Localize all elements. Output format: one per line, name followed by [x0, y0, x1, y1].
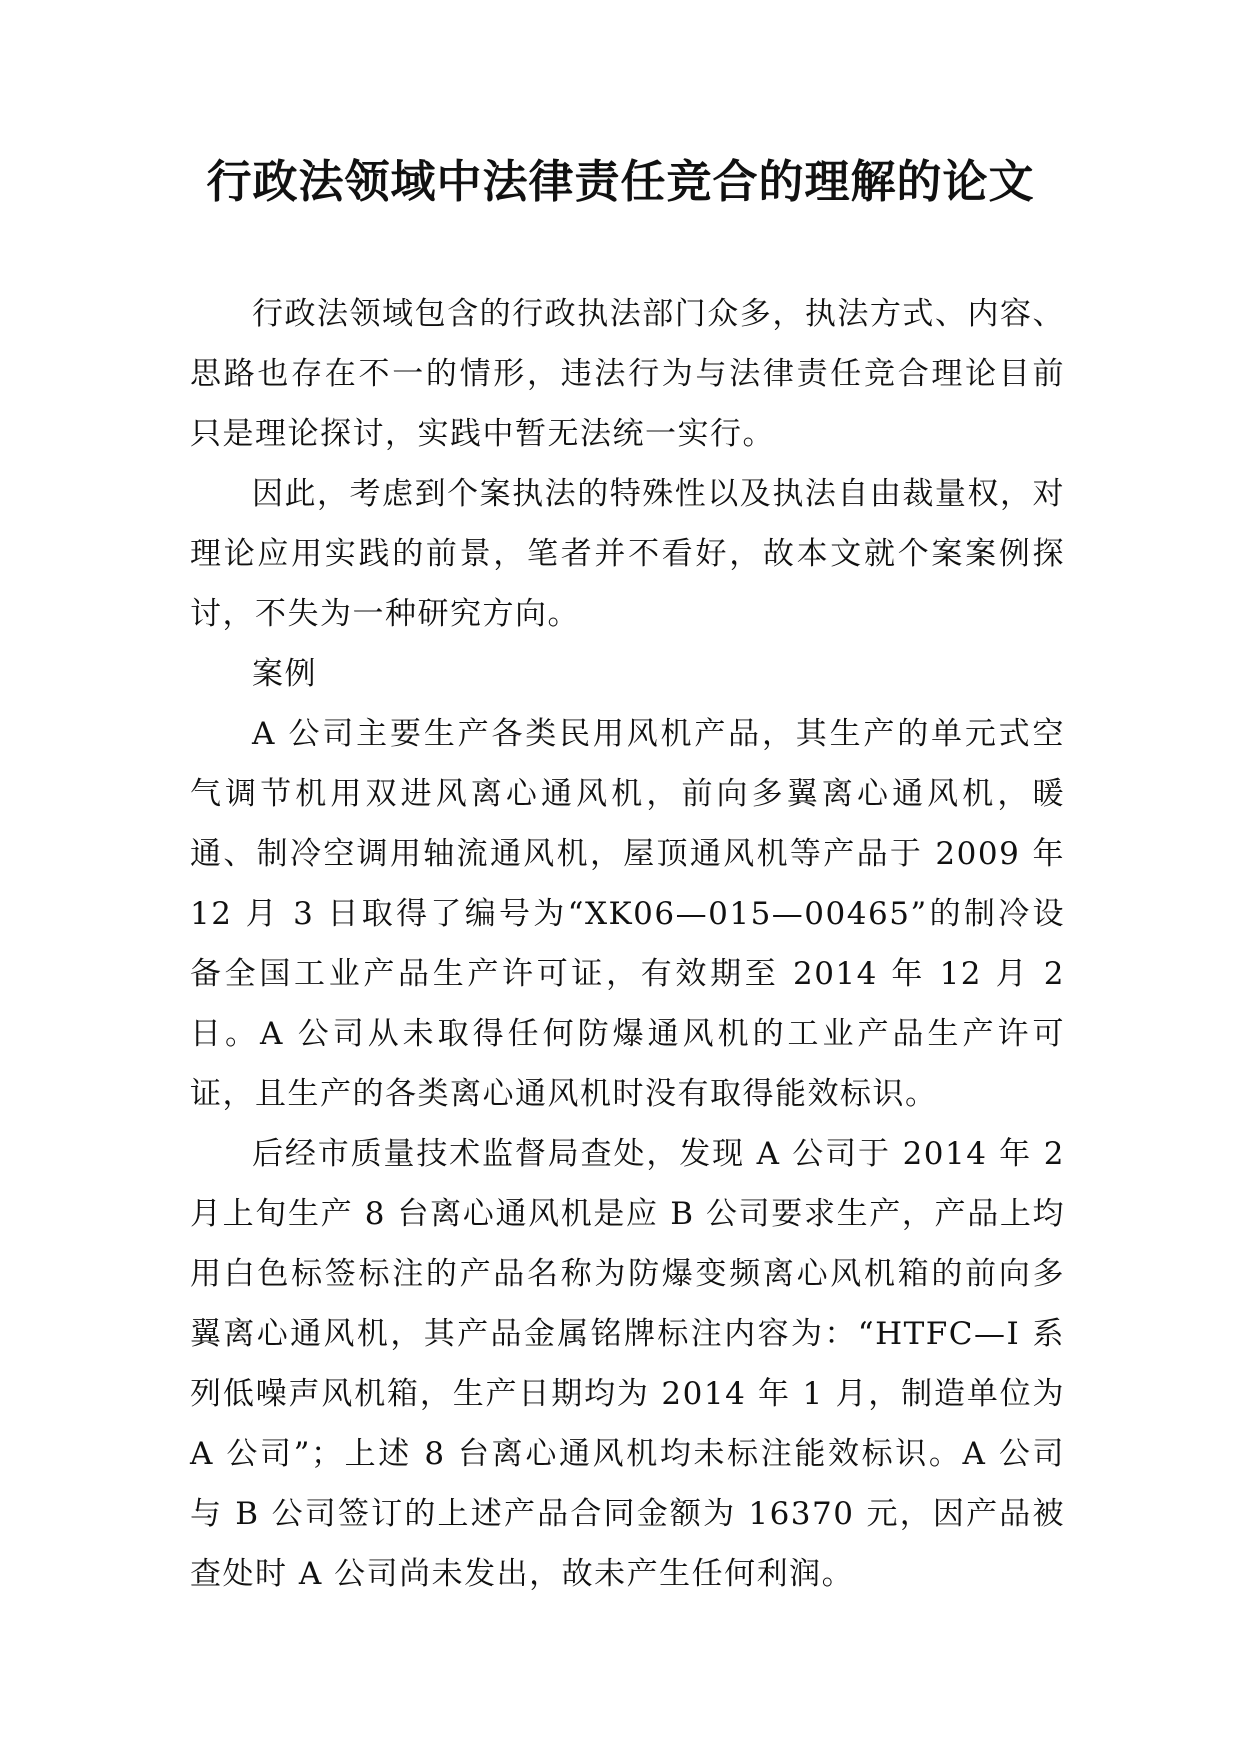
paragraph-intro: 行政法领域包含的行政执法部门众多，执法方式、内容、思路也存在不一的情形，违法行为与法律责任竞合理论目前只是理论探讨，实践中暂无法统一实行。 [190, 296, 1065, 452]
document-body [190, 284, 1065, 1604]
paragraph-case-investigation: 后经市质量技术监督局查处，发现 A 公司于 2014 年 2 月上旬生产 8 台离心通风机是应 B 公司要求生产，产品上均用白色标签标注的产品名称为防爆变频离心风机箱的前向多翼离心通风机，其产品金属铭牌标注内容为：“HTFC—I 系列低噪声风机箱，生产日期均为 2014 年 1 月，制造单位为 A 公司”；上述 8 台离心通风机均未标注能效标识。A 公司与 B 公司签订的上述产品合同金额为 16370 元，因产品被查处时 A 公司尚未发出，故未产生任何利润。 [190, 1136, 1065, 1592]
section-heading-case: 案例 [252, 656, 317, 692]
paragraph-reason: 因此，考虑到个案执法的特殊性以及执法自由裁量权，对理论应用实践的前景，笔者并不看好，故本文就个案案例探讨，不失为一种研究方向。 [190, 476, 1065, 632]
page-title: 行政法领域中法律责任竞合的理解的论文 [206, 155, 1035, 208]
paragraph-case-background: A 公司主要生产各类民用风机产品，其生产的单元式空气调节机用双进风离心通风机，前向多翼离心通风机，暖通、制冷空调用轴流通风机，屋顶通风机等产品于 2009 年 12 月 3 日取得了编号为“XK06—015—00465”的制冷设备全国工业产品生产许可证，有效期至 2014 年 12 月 2 日。A 公司从未取得任何防爆通风机的工业产品生产许可证，且生产的各类离心通风机时没有取得能效标识。 [190, 716, 1065, 1112]
